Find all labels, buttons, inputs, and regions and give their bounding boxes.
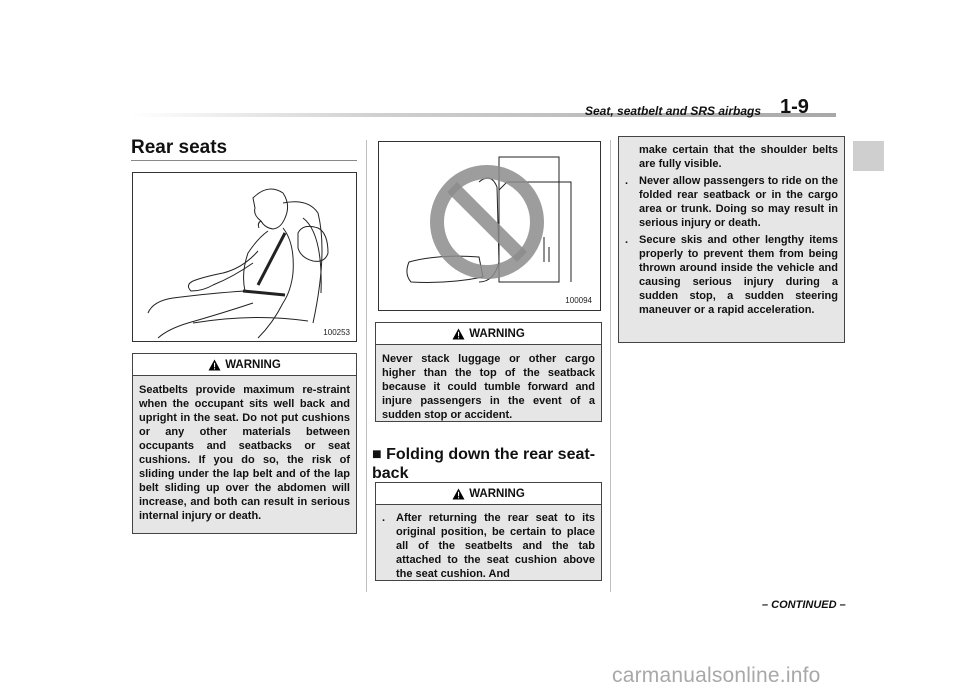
column-divider-right	[610, 140, 611, 592]
bullet-text: Secure skis and other lengthy items properly to prevent them from being thrown around inside the vehicle and causing serious injury during a sudden stop, a sudden steering maneuver or a rapid acceleration.	[639, 234, 838, 316]
warning-bullet	[625, 233, 838, 317]
warning-text-container	[376, 505, 601, 588]
warning-bullet	[625, 174, 838, 230]
warning-label: WARNING	[225, 358, 281, 371]
warning-box-seat-return	[375, 482, 602, 581]
warning-text: Never stack luggage or other cargo higher than the top of the seatback because it could tumble forward and injure passengers in the event of a sudden stop or accident.	[382, 353, 595, 421]
continuation-text: make certain that the shoulder belts are fully visible.	[639, 144, 838, 170]
page-number: 1-9	[780, 96, 809, 118]
warning-text-container	[619, 137, 844, 324]
bullet-marker: .	[382, 512, 386, 524]
warning-box-cargo-stacking	[375, 322, 602, 422]
bullet-marker: .	[625, 175, 629, 187]
rear-seat-occupant-illustration	[133, 173, 356, 341]
bullet-text: After returning the rear seat to its original position, be certain to place all of the seatbelts and the tab attached to the seat cushion above the seat cushion. And	[396, 512, 595, 580]
warning-text: Seatbelts provide maximum re-straint when the occupant sits well back and upright in the seat. Do not put cushions or any other materials between occupants and seatbacks or seat cushions. If you do so, the risk of sliding under the lap belt and of the lap belt sliding up over the abdomen will increase, and both can result in serious internal injury or death.	[139, 384, 350, 522]
warning-header	[376, 483, 601, 505]
warning-header	[376, 323, 601, 345]
figure-no-stacking-cargo	[378, 141, 601, 311]
warning-triangle-icon	[208, 359, 221, 371]
warning-triangle-icon	[452, 328, 465, 340]
warning-triangle-icon	[452, 488, 465, 500]
warning-label: WARNING	[469, 487, 525, 500]
figure-rear-seat-occupant	[132, 172, 357, 342]
figure-number: 100094	[565, 296, 592, 305]
chapter-tab	[853, 141, 884, 171]
warning-box-continued	[618, 136, 845, 343]
subsection-heading: ■ Folding down the rear seat-back	[372, 446, 596, 482]
bullet-text: Never allow passengers to ride on the folded rear seatback or in the cargo area or trunk. Doing so may result in serious injury or death.	[639, 175, 838, 229]
header-section-title: Seat, seatbelt and SRS airbags	[585, 104, 762, 118]
no-stacking-cargo-illustration	[379, 142, 600, 310]
watermark: carmanualsonline.info	[612, 664, 821, 687]
figure-number: 100253	[323, 328, 350, 337]
warning-box-seatbelt-posture	[132, 353, 357, 534]
section-heading-rule	[131, 160, 357, 161]
continued-footer: – CONTINUED –	[762, 599, 846, 611]
column-divider-left	[366, 140, 367, 592]
warning-header	[133, 354, 356, 376]
bullet-marker: .	[625, 234, 629, 246]
warning-bullet	[382, 511, 595, 581]
section-heading: Rear seats	[131, 137, 228, 158]
warning-label: WARNING	[469, 327, 525, 340]
